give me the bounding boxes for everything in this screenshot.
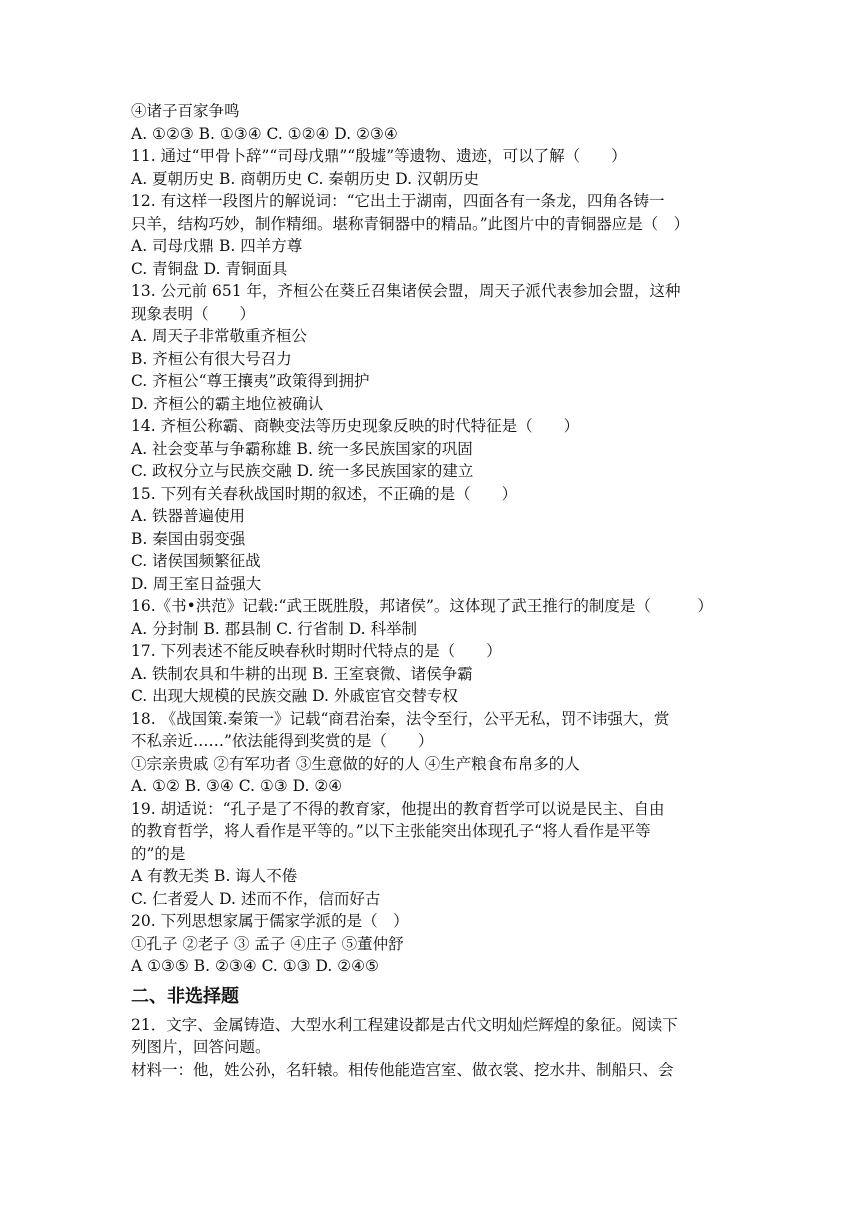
text-line: A. 夏朝历史 B. 商朝历史 C. 秦朝历史 D. 汉朝历史 — [131, 169, 479, 188]
text-line: 材料一：他，姓公孙，名轩辕。相传他能造宫室、做衣裳、挖水井、制船只、会 — [131, 1060, 674, 1079]
text-line: A. 铁制农具和牛耕的出现 B. 王室衰微、诸侯争霸 — [131, 664, 473, 683]
text-line: 17. 下列表述不能反映春秋时期时代特点的是（ ） — [131, 642, 502, 660]
text-line: A. ①②③ B. ①③④ C. ①②④ D. ②③④ — [131, 124, 398, 143]
text-line: 15. 下列有关春秋战国时期的叙述，不正确的是（ ） — [131, 484, 518, 503]
text-line: ①孔子 ②老子 ③ 孟子 ④庄子 ⑤董仲舒 — [131, 934, 404, 953]
text-line: A. 分封制 B. 郡县制 C. 行省制 D. 科举制 — [131, 619, 417, 638]
text-line: 21．文字、金属铸造、大型水利工程建设都是古代文明灿烂辉煌的象征。阅读下 — [131, 1015, 678, 1034]
text-line: A. 社会变革与争霸称雄 B. 统一多民族国家的巩固 — [131, 439, 473, 458]
text-line: C. 仁者爱人 D. 述而不作，信而好古 — [131, 889, 381, 908]
text-line: 现象表明（ ） — [131, 304, 256, 323]
text-line: 20. 下列思想家属于儒家学派的是（ ） — [131, 912, 409, 930]
text-line: B. 齐桓公有很大号召力 — [131, 349, 292, 368]
text-line: 11. 通过“甲骨卜辞”“司母戊鼎”“殷墟”等遗物、遗迹，可以了解（ ） — [131, 147, 627, 165]
text-line: 的教育哲学，将人看作是平等的。”以下主张能突出体现孔子“将人看作是平等 — [131, 822, 651, 840]
text-line: D. 齐桓公的霸主地位被确认 — [131, 394, 324, 413]
text-line: ④诸子百家争鸣 — [131, 102, 240, 120]
text-line: A. ①② B. ③④ C. ①③ D. ②④ — [131, 777, 343, 795]
text-line: D. 周王室日益强大 — [131, 574, 262, 593]
text-line: B. 秦国由弱变强 — [131, 529, 246, 548]
text-line: A. 周天子非常敬重齐桓公 — [131, 327, 308, 345]
text-line: 12. 有这样一段图片的解说词：“它出土于湖南，四面各有一条龙，四角各铸一 — [131, 192, 665, 210]
text-line: C. 出现大规模的民族交融 D. 外戚宦官交替专权 — [131, 687, 458, 705]
text-line: 18. 《战国策.秦策一》记载“商君治秦，法令至行，公平无私，罚不讳强大，赏 — [131, 709, 670, 728]
text-line: C. 青铜盘 D. 青铜面具 — [131, 259, 288, 278]
text-line: 只羊，结构巧妙，制作精细。堪称青铜器中的精品。”此图片中的青铜器应是（ ） — [131, 214, 690, 233]
text-line: ①宗亲贵戚 ②有军功者 ③生意做的好的人 ④生产粮食布帛多的人 — [131, 754, 580, 773]
text-line: 13. 公元前 651 年，齐桓公在葵丘召集诸侯会盟，周天子派代表参加会盟，这种 — [131, 282, 681, 300]
text-line: A. 司母戊鼎 B. 四羊方尊 — [131, 237, 303, 255]
text-line: A. 铁器普遍使用 — [131, 507, 246, 525]
text-line: 19. 胡适说：“孔子是了不得的教育家，他提出的教育哲学可以说是民主、自由 — [131, 799, 665, 818]
document-body — [131, 100, 736, 1081]
text-line: C. 政权分立与民族交融 D. 统一多民族国家的建立 — [131, 462, 474, 480]
text-line: C. 齐桓公“尊王攘夷”政策得到拥护 — [131, 372, 370, 390]
text-line: A ①③⑤ B. ②③④ C. ①③ D. ②④⑤ — [131, 957, 379, 975]
text-line: 14. 齐桓公称霸、商鞅变法等历史现象反映的时代特征是（ ） — [131, 417, 580, 435]
text-line: C. 诸侯国频繁征战 — [131, 552, 261, 570]
text-line: 16.《书•洪范》记载:“武王既胜殷，邦诸侯”。这体现了武王推行的制度是（ ） — [131, 597, 713, 615]
text-line: 列图片，回答问题。 — [131, 1038, 271, 1056]
section-heading: 二、非选择题 — [131, 985, 239, 1007]
text-line: A 有教无类 B. 诲人不倦 — [131, 867, 298, 885]
text-line: 不私亲近……”依法能得到奖赏的是（ ） — [131, 732, 434, 750]
text-line: 的”的是 — [131, 844, 186, 863]
